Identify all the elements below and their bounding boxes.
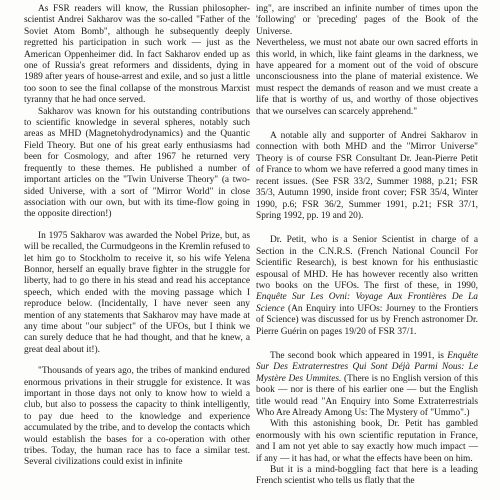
paragraph bbox=[256, 351, 478, 419]
left-column bbox=[24, 4, 250, 469]
paragraph: With this astonishing book, Dr. Petit has gambled enormously with his own scientific reputation in France, and I am not yet able to say exactly how much impact — if any — it has had, or what the effects have been on him. bbox=[256, 419, 478, 464]
paragraph-text: Dr. Petit, who is a Senior Scientist in charge of a Section in the C.N.R.S. (French National Council For Scientific Research), is best known for his enthusiastic espousal of MHD. He has however recently also written two books on the UFOs. The first of these, in 1990, bbox=[256, 235, 478, 291]
book-title: Enquête Sur Des Extraterrestres Qui Sont Déjà Parmi Nous: Le Mystère Des Ummites. bbox=[256, 350, 478, 384]
paragraph: In 1975 Sakharov was awarded the Nobel Prize, but, as will be recalled, the Curmudgeons in the Kremlin refused to let him go to Stockholm to receive it, so his wife Yelena Bonnor, herself an equally brave fighter in the struggle for liberty, had to go there in his stead and read his acceptance speech, which ended with the moving passage which I reproduce below. (Incidentally, I have never seen any mention of any statements that Sakharov may have made at any time about "our subject" of the UFOs, but I think we can surely deduce that he had thought, and that he knew, a great deal about it!). bbox=[24, 230, 250, 355]
quote-continuation: ing", are inscribed an infinite number of times upon the 'following' or 'preceding' pages of the Book of the Universe. bbox=[256, 4, 478, 37]
paragraph: But it is a mind-boggling fact that here is a leading French scientist who tells us flatly that the bbox=[256, 465, 478, 487]
paragraph bbox=[256, 235, 478, 338]
paragraph-text: (There is no English version of this book — nor is there of his earlier one — but the English title would read "An Enquiry into Some Extraterrestrials Who Are Already Among Us: The Mystery of "Ummo".) bbox=[256, 373, 478, 418]
book-title: Enquête Sur Les Ovni: Voyage Aux Frontières De La Science bbox=[256, 292, 478, 314]
quote-paragraph: Nevertheless, we must not abate our own sacred efforts in this world, in which, like faint gleams in the darkness, we have appeared for a moment out of the void of obscure unconsciousness into the plane of material existence. We must respect the demands of reason and we must create a life that is worthy of us, and worthy of those objectives that we ourselves can scarcely apprehend." bbox=[256, 38, 478, 117]
right-column bbox=[256, 4, 478, 488]
paragraph bbox=[256, 131, 478, 222]
paragraph: Sakharov was known for his outstanding contributions to scientific knowledge in several spheres, notably such areas as MHD (Magnetohydrodynamics) and the Quantic Field Theory. But one of his great early enthusiasms had been for Cosmology, and after 1967 he returned very frequently to these themes. He published a number of important articles on the "Twin Universe Theory" (a two-sided Universe, with a sort of "Mirror World" in close association with our own, but with its time-flow going in the opposite direction!) bbox=[24, 106, 250, 220]
quote-paragraph: "Thousands of years ago, the tribes of mankind endured enormous privations in their struggle for existence. It was important in those days not only to know how to wield a club, but also to possess the capacity to think intelligently, to pay due heed to the knowledge and experience accumulated by the tribe, and to develop the contacts which would establish the bases for a co-operation with other tribes. Today, the human race has to face a similar test. Several civilizations could exist in infinite bbox=[24, 366, 250, 468]
paragraph-text: A notable ally and supporter of Andrei Sakharov in connection with both MHD and the "Mirror Universe" Theory is of course FSR Consultant Dr. Jean-Pierre Petit of France to whom we have referred a good many times in recent issues. (See FSR 33/2, Summer 1988, p.21; FSR 35/3, Autumn 1990, inside front cover; FSR 35/4, Winter 1990, p.6; FSR 36/2, Summer 1991, p.21; FSR 37/1, Spring 1992, pp. 19 and 20). bbox=[256, 131, 478, 221]
paragraph-text: The second book which appeared in 1991, is bbox=[270, 350, 448, 361]
paragraph: As FSR readers will know, the Russian philosopher-scientist Andrei Sakharov was the so-called "Father of the Soviet Atom Bomb", although he subsequently deeply regretted his participation in such work — just as the American Oppenheimer did. In fact Sakharov ended up as one of Russia's great reformers and dissidents, dying in 1989 after years of house-arrest and exile, and so just a little too soon to see the final collapse of the monstrous Marxist tyranny that he had once served. bbox=[24, 4, 250, 106]
paragraph-text: (An Enquiry into UFOs: Journey to the Frontiers of Science) was discussed for us by French astronomer Dr. Pierre Guérin on pages 19/20 of FSR 37/1. bbox=[256, 303, 478, 337]
